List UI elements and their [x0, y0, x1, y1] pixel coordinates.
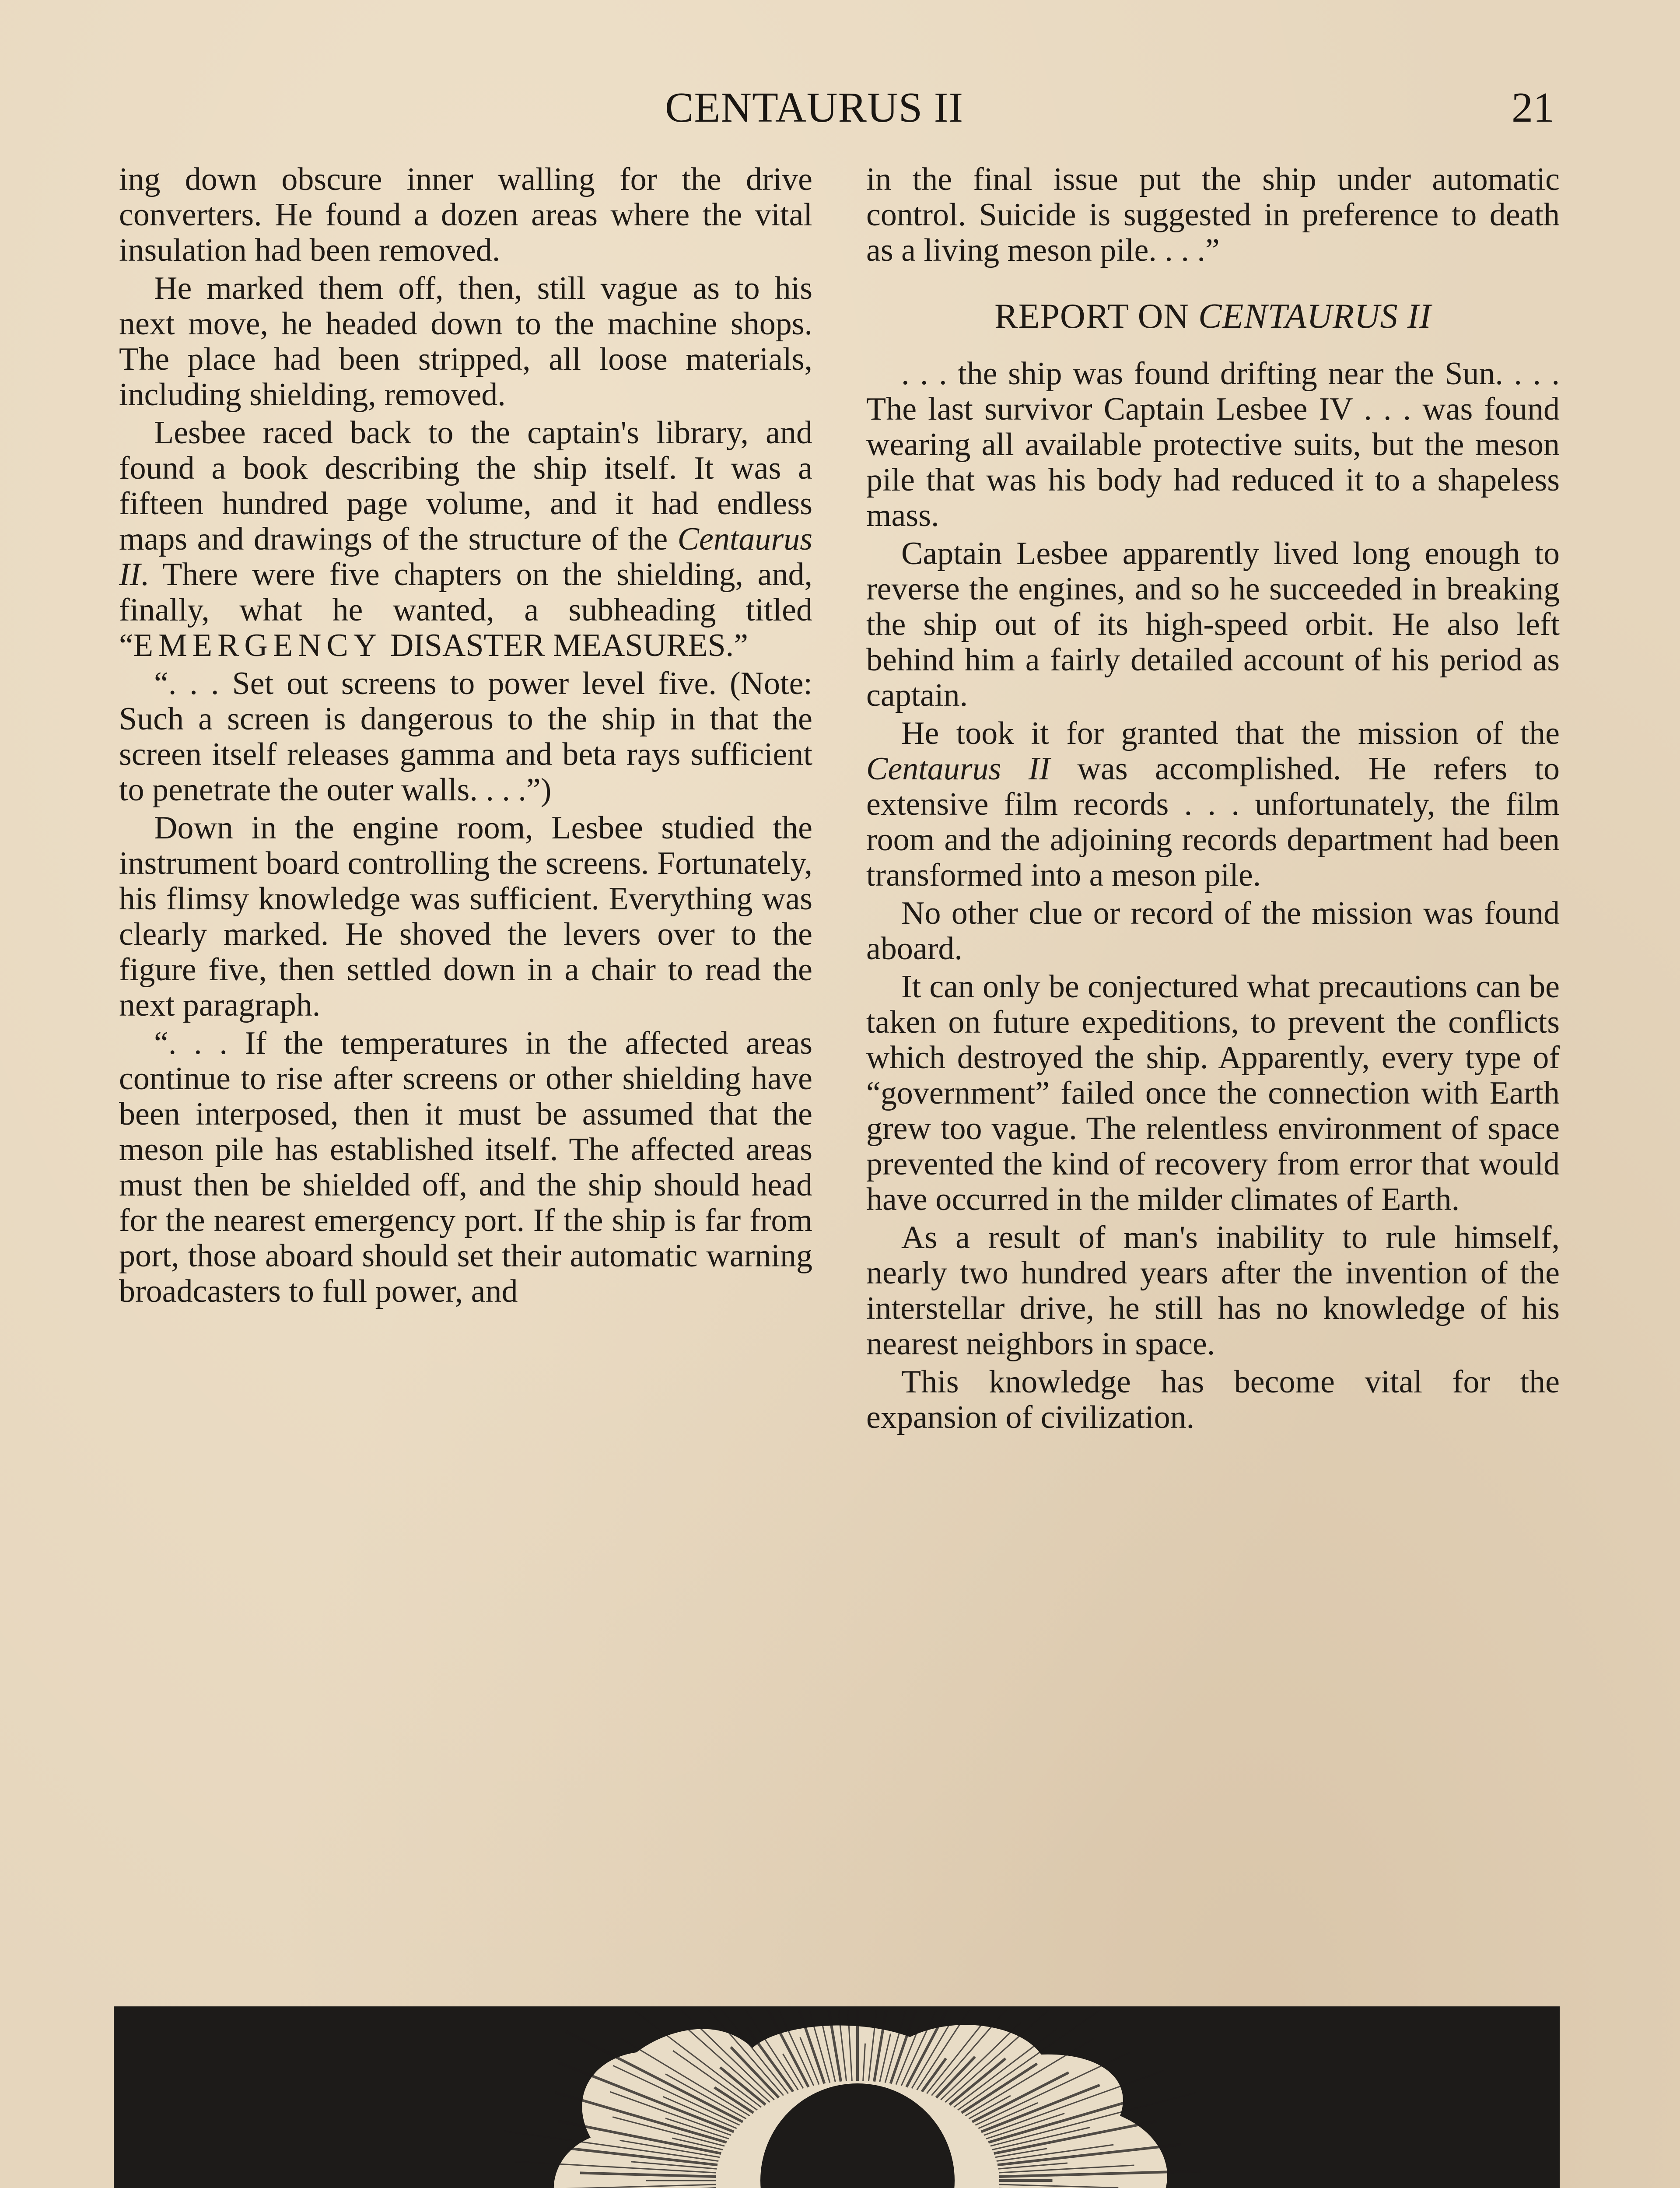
right-paragraph-1: in the final issue put the ship under automatic control. Suicide is suggested in preference to death as a living meson pile. . . .” [866, 161, 1560, 268]
right-paragraph-7: As a result of man's inability to rule himself, nearly two hundred years after the invention of the interstellar drive, he still has no knowledge of his nearest neighbors in space. [866, 1220, 1560, 1362]
left-p3-ship-name: Centaurus II [119, 521, 812, 593]
left-paragraph-5: Down in the engine room, Lesbee studied the instrument board controlling the screens. Fortunately, his flimsy knowledge was sufficient. Everything was clearly marked. He shoved the levers over to the figure five, then settled down in a chair to read the next paragraph. [119, 810, 812, 1023]
right-paragraph-8: This knowledge has become vital for the expansion of civilization. [866, 1364, 1560, 1435]
right-p4-text-a: He took it for granted that the mission of the [901, 715, 1560, 751]
right-p4-ship-name: Centaurus II [866, 751, 1050, 787]
report-heading-prefix: REPORT ON [994, 297, 1199, 336]
right-column [866, 162, 1560, 1438]
eclipse-svg [114, 2006, 1560, 2188]
left-p3-emergency: EMERGENCY [133, 628, 382, 663]
right-p4-text-b: was accomplished. He refers to extensive film records . . . unfortunately, the film room and the adjoining records department had been transformed into a meson pile. [866, 751, 1560, 893]
running-head-title: CENTAURUS II [665, 84, 963, 131]
left-p3-text-a: Lesbee raced back to the captain's library, and found a book describing the ship itself. It was a fifteen hundred page volume, and it had endless maps and drawings of the structure of the [119, 415, 812, 557]
right-paragraph-5: No other clue or record of the mission was found aboard. [866, 895, 1560, 967]
left-column [119, 162, 812, 1312]
left-paragraph-3 [119, 415, 812, 663]
right-paragraph-2: . . . the ship was found drifting near the Sun. . . . The last survivor Captain Lesbee IV . . . was found wearing all available protective suits, but the meson pile that was his body had reduced it to a shapeless mass. [866, 356, 1560, 533]
page-number: 21 [1512, 84, 1554, 131]
right-paragraph-6: It can only be conjectured what precautions can be taken on future expeditions, to prevent the conflicts which destroyed the ship. Apparently, every type of “government” failed once the connection with Earth grew too vague. The relentless environment of space prevented the kind of recovery from error that would have occurred in the milder climates of Earth. [866, 969, 1560, 1217]
left-paragraph-2: He marked them off, then, still vague as to his next move, he headed down to the machine shops. The place had been stripped, all loose materials, including shielding, removed. [119, 270, 812, 413]
report-heading-ship: CENTAURUS II [1198, 297, 1432, 336]
left-paragraph-1: ing down obscure inner walling for the drive converters. He found a dozen areas where the vital insulation had been removed. [119, 161, 812, 268]
left-paragraph-4: “. . . Set out screens to power level five. (Note: Such a screen is dangerous to the ship in that the screen itself releases gamma and beta rays sufficient to penetrate the outer walls. . . .”) [119, 666, 812, 808]
right-paragraph-4 [866, 716, 1560, 893]
left-paragraph-6: “. . . If the temperatures in the affected areas continue to rise after screens or other shielding have been interposed, then it must be assumed that the meson pile has established itself. The affected areas must then be shielded off, and the ship should head for the nearest emergency port. If the ship is far from port, those aboard should set their automatic warning broadcasters to full power, and [119, 1025, 812, 1309]
right-paragraph-3: Captain Lesbee apparently lived long enough to reverse the engines, and so he succeeded in breaking the ship out of its high-speed orbit. He also left behind him a fairly detailed account of his period as captain. [866, 536, 1560, 713]
left-p3-text-b: . There were five chapters on the shielding, and, finally, what he wanted, a subheading titled “ [119, 557, 812, 663]
report-heading [866, 299, 1560, 334]
left-p3-text-c: DISASTER MEASURES.” [382, 628, 749, 663]
eclipse-illustration [114, 2006, 1560, 2188]
